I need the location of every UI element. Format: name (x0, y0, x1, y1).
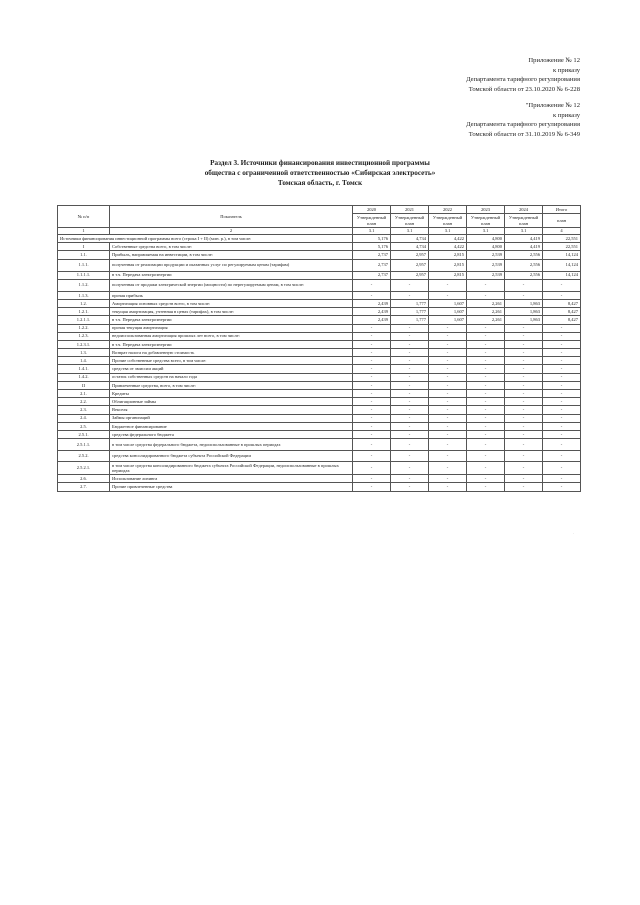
row-value: - (505, 381, 543, 389)
row-number: 2.6. (58, 475, 110, 483)
row-value: - (429, 365, 467, 373)
row-value: - (391, 279, 429, 291)
row-value: 4,734 (391, 235, 429, 243)
row-indicator: в т.ч. Передача электроэнергии (110, 340, 353, 348)
column-number: 2 (110, 228, 353, 235)
row-value: - (429, 483, 467, 491)
table-row (58, 324, 581, 332)
row-number: 1.2.3.1. (58, 340, 110, 348)
row-value: - (391, 324, 429, 332)
row-indicator: текущая амортизация, учтенная в ценах (тарифах), в том числе: (110, 308, 353, 316)
row-value: - (391, 462, 429, 475)
table-row (58, 251, 581, 259)
row-value: - (467, 414, 505, 422)
row-value: - (543, 451, 581, 462)
row-value: - (467, 483, 505, 491)
row-value: - (543, 390, 581, 398)
row-number: 2.3. (58, 406, 110, 414)
header-plan: Утвержденный план (429, 214, 467, 228)
header-total: Итого (543, 206, 581, 214)
table-row (58, 279, 581, 291)
header-plan: Утвержденный план (391, 214, 429, 228)
row-value: - (429, 279, 467, 291)
table-row (58, 308, 581, 316)
row-value: - (467, 406, 505, 414)
header-plan: Утвержденный план (467, 214, 505, 228)
row-value: 14,124 (543, 251, 581, 259)
table-row (58, 475, 581, 483)
row-value: 5,176 (353, 235, 391, 243)
row-indicator: Использование лизинга (110, 475, 353, 483)
row-value: - (505, 373, 543, 381)
row-value: 14,124 (543, 259, 581, 271)
table-row (58, 259, 581, 271)
row-indicator: полученная от реализации продукции и оказанных услуг по регулируемым ценам (тарифам) (110, 259, 353, 271)
header-year: 2023 (467, 206, 505, 214)
row-indicator: средства от эмиссии акций (110, 365, 353, 373)
row-value: - (353, 414, 391, 422)
row-value: - (353, 381, 391, 389)
row-value: - (467, 430, 505, 438)
row-value: 2,539 (467, 251, 505, 259)
row-indicator: Собственные средства всего, в том числе: (110, 243, 353, 251)
row-value: - (505, 390, 543, 398)
row-value: - (429, 390, 467, 398)
row-value: - (505, 398, 543, 406)
row-indicator: Векселя (110, 406, 353, 414)
row-value: - (505, 430, 543, 438)
row-value: 2,556 (505, 259, 543, 271)
row-value: - (353, 430, 391, 438)
row-value: - (391, 398, 429, 406)
row-value: - (353, 451, 391, 462)
row-value: 14,124 (543, 271, 581, 279)
row-value: - (543, 340, 581, 348)
row-value: 2,815 (429, 251, 467, 259)
row-number: 2.5.2.1. (58, 462, 110, 475)
row-value: - (391, 451, 429, 462)
header-indicator: Показатель (110, 206, 353, 228)
row-value: 2,261 (467, 299, 505, 307)
row-value: - (543, 439, 581, 451)
row-value: - (391, 357, 429, 365)
column-number: 3.1 (505, 228, 543, 235)
row-value: - (505, 475, 543, 483)
row-indicator: в том числе средства федерального бюджета, недоиспользованные в прошлых периодах (110, 439, 353, 451)
row-value: - (429, 349, 467, 357)
table-row (58, 357, 581, 365)
row-value: - (429, 475, 467, 483)
table-row (58, 406, 581, 414)
row-value: 1,863 (505, 308, 543, 316)
row-value: - (353, 332, 391, 340)
row-number: 1.2.1.1. (58, 316, 110, 324)
appendix-line: Томской области от 23.10.2020 № 6-228 (468, 85, 580, 93)
row-value: - (467, 451, 505, 462)
row-value: - (429, 439, 467, 451)
row-value: 22,551 (543, 243, 581, 251)
row-value: - (543, 414, 581, 422)
table-row (58, 271, 581, 279)
row-number: II (58, 381, 110, 389)
row-value: - (543, 483, 581, 491)
row-value: - (353, 475, 391, 483)
appendix-line: к приказу (553, 111, 580, 119)
row-value: - (467, 439, 505, 451)
row-value: - (505, 324, 543, 332)
row-value: - (353, 340, 391, 348)
row-number: I (58, 243, 110, 251)
table-row (58, 390, 581, 398)
row-value: - (391, 414, 429, 422)
column-number: 3.1 (429, 228, 467, 235)
column-number: 3.1 (467, 228, 505, 235)
row-value: - (391, 373, 429, 381)
row-value: - (467, 349, 505, 357)
row-indicator: Облигационные займы (110, 398, 353, 406)
row-indicator: Займы организаций (110, 414, 353, 422)
row-number: 1.1.1. (58, 259, 110, 271)
row-value: - (429, 414, 467, 422)
row-value: - (543, 422, 581, 430)
row-value: - (391, 340, 429, 348)
row-value: - (429, 406, 467, 414)
header-year: 2021 (391, 206, 429, 214)
row-indicator: в том числе средства консолидированного бюджета субъекта Российской Федерации, недоиспользованные в прошлых периодах (110, 462, 353, 475)
row-value: 4,734 (391, 243, 429, 251)
row-number: 1.2. (58, 299, 110, 307)
row-value: 8,427 (543, 308, 581, 316)
column-number: 4 (543, 228, 581, 235)
table-row (58, 462, 581, 475)
row-value: - (543, 406, 581, 414)
row-value: 2,737 (353, 259, 391, 271)
row-value: - (543, 324, 581, 332)
row-value: - (505, 349, 543, 357)
header-plan: Утвержденный план (505, 214, 543, 228)
row-value: - (391, 430, 429, 438)
table-row (58, 398, 581, 406)
row-value: - (391, 439, 429, 451)
row-number: 2.5.1.1. (58, 439, 110, 451)
row-indicator: Привлеченные средства, всего, в том числе: (110, 381, 353, 389)
row-indicator: Амортизация основных средств всего, в том числе: (110, 299, 353, 307)
row-value: - (353, 349, 391, 357)
row-indicator: Кредиты (110, 390, 353, 398)
row-value: 2,539 (467, 271, 505, 279)
row-value: - (391, 475, 429, 483)
appendix-line: Департамента тарифного регулирования (466, 121, 580, 129)
row-value: 4,422 (429, 235, 467, 243)
row-value: - (391, 291, 429, 299)
table-row (58, 365, 581, 373)
table-body (58, 235, 581, 492)
row-value: 2,439 (353, 308, 391, 316)
row-value: - (543, 349, 581, 357)
row-value: - (353, 406, 391, 414)
row-value: 2,957 (391, 259, 429, 271)
row-value: 1,607 (429, 316, 467, 324)
row-indicator: в т.ч. Передача электроэнергии (110, 271, 353, 279)
row-value: - (429, 340, 467, 348)
row-value: - (467, 381, 505, 389)
row-value: - (505, 365, 543, 373)
table-row (58, 243, 581, 251)
row-value: 4,419 (505, 243, 543, 251)
row-value: - (467, 373, 505, 381)
header-plan-total: план (543, 214, 581, 228)
row-value: - (467, 422, 505, 430)
row-value: - (429, 332, 467, 340)
row-value: 2,556 (505, 271, 543, 279)
appendix-line: к приказу (553, 66, 580, 74)
row-value: - (429, 398, 467, 406)
table-row (58, 430, 581, 438)
row-value: - (505, 414, 543, 422)
row-number: 2.4. (58, 414, 110, 422)
row-indicator: Прибыль, направляемая на инвестиции, в том числе: (110, 251, 353, 259)
row-number: 1.2.1. (58, 308, 110, 316)
row-number: 1.2.2. (58, 324, 110, 332)
row-value: 2,539 (467, 259, 505, 271)
row-number: 2.1. (58, 390, 110, 398)
row-indicator: прочая текущая амортизация (110, 324, 353, 332)
row-value: - (467, 365, 505, 373)
title-line: Раздел 3. Источники финансирования инвестиционной программы (210, 159, 430, 167)
appendix-line: Приложение № 12 (528, 57, 580, 64)
table-row (58, 332, 581, 340)
row-value: 2,261 (467, 316, 505, 324)
header-year: 2022 (429, 206, 467, 214)
row-value: - (505, 422, 543, 430)
row-indicator: Источники финансирования инвестиционной программы всего (строка I + II) (млн. р.), в том числе: (58, 235, 353, 243)
row-value: - (391, 422, 429, 430)
row-value: - (543, 430, 581, 438)
table-row (58, 439, 581, 451)
row-value: - (505, 340, 543, 348)
row-value: - (391, 349, 429, 357)
row-value: - (467, 279, 505, 291)
row-indicator: Бюджетное финансирование (110, 422, 353, 430)
row-value: - (505, 462, 543, 475)
table-row (58, 373, 581, 381)
row-value: 2,815 (429, 271, 467, 279)
row-value: 2,737 (353, 271, 391, 279)
row-value: 2,556 (505, 251, 543, 259)
appendix-header-previous (466, 101, 580, 139)
table-row (58, 291, 581, 299)
row-value: 4,800 (467, 243, 505, 251)
table-row (58, 381, 581, 389)
table-row (58, 235, 581, 243)
row-indicator: средства консолидированного бюджета субъекта Российской Федерации (110, 451, 353, 462)
row-value: - (543, 373, 581, 381)
row-number: 1.1.2. (58, 279, 110, 291)
row-value: 2,957 (391, 251, 429, 259)
row-number: 1.2.3. (58, 332, 110, 340)
appendix-line: Томской области от 31.10.2019 № 6-349 (468, 130, 580, 138)
row-indicator: остаток собственных средств на начало года (110, 373, 353, 381)
row-value: - (429, 462, 467, 475)
row-number: 1.4.2. (58, 373, 110, 381)
row-indicator: прочая прибыль (110, 291, 353, 299)
row-number: 2.5. (58, 422, 110, 430)
row-value: - (467, 332, 505, 340)
row-value: - (429, 373, 467, 381)
row-value: - (467, 462, 505, 475)
row-value: 1,607 (429, 308, 467, 316)
column-number: 3.1 (353, 228, 391, 235)
row-value: - (353, 398, 391, 406)
row-value: - (391, 365, 429, 373)
row-number: 2.5.1. (58, 430, 110, 438)
row-value: 1,777 (391, 308, 429, 316)
row-value: - (353, 422, 391, 430)
row-indicator: в т.ч. Передача электроэнергии (110, 316, 353, 324)
row-value: - (391, 381, 429, 389)
row-value: - (429, 430, 467, 438)
row-value: 1,607 (429, 299, 467, 307)
row-value: - (505, 279, 543, 291)
row-value: - (467, 291, 505, 299)
row-value: - (429, 291, 467, 299)
appendix-header-current (466, 56, 580, 94)
header-num: № п/п (58, 206, 110, 228)
row-value: 2,439 (353, 299, 391, 307)
row-value: - (543, 462, 581, 475)
row-value: - (391, 332, 429, 340)
row-value: - (505, 439, 543, 451)
row-value: - (467, 324, 505, 332)
row-value: - (543, 381, 581, 389)
row-value: - (543, 357, 581, 365)
row-indicator: полученная от продажи электрической энергии (мощности) по нерегулируемым ценам, в том числе: (110, 279, 353, 291)
appendix-line: "Приложение № 12 (525, 102, 580, 109)
table-row (58, 349, 581, 357)
row-number: 1.3. (58, 349, 110, 357)
table-row (58, 340, 581, 348)
table-row (58, 422, 581, 430)
row-value: - (391, 483, 429, 491)
table-row (58, 451, 581, 462)
row-value: 2,439 (353, 316, 391, 324)
table-row (58, 299, 581, 307)
row-value: - (353, 439, 391, 451)
row-value: - (543, 279, 581, 291)
column-number: 3.1 (391, 228, 429, 235)
row-value: - (467, 357, 505, 365)
row-value: - (353, 365, 391, 373)
row-value: - (353, 291, 391, 299)
row-value: - (391, 390, 429, 398)
row-value: 1,863 (505, 299, 543, 307)
column-number: 1 (58, 228, 110, 235)
table-row (58, 316, 581, 324)
row-value: - (467, 475, 505, 483)
row-number: 1.1.3. (58, 291, 110, 299)
row-value: - (353, 483, 391, 491)
page-mark: . (573, 531, 574, 535)
row-value: - (505, 357, 543, 365)
row-value: 4,800 (467, 235, 505, 243)
row-value: 8,427 (543, 299, 581, 307)
title-line: общества с ограниченной ответственностью «Сибирская электросеть» (204, 168, 436, 177)
row-value: - (391, 406, 429, 414)
row-number: 2.2. (58, 398, 110, 406)
row-value: - (467, 398, 505, 406)
row-number: 1.4. (58, 357, 110, 365)
row-value: - (467, 390, 505, 398)
row-value: 2,957 (391, 271, 429, 279)
row-value: 2,261 (467, 308, 505, 316)
row-value: - (505, 451, 543, 462)
row-value: 4,422 (429, 243, 467, 251)
row-number: 1.4.1. (58, 365, 110, 373)
row-value: - (543, 365, 581, 373)
row-value: 1,777 (391, 316, 429, 324)
title-line: Томская область, г. Томск (277, 178, 363, 187)
row-value: - (543, 332, 581, 340)
row-value: 22,551 (543, 235, 581, 243)
row-value: - (353, 357, 391, 365)
row-value: - (505, 483, 543, 491)
appendix-line: Департамента тарифного регулирования (466, 76, 580, 84)
row-value: 5,176 (353, 243, 391, 251)
row-value: - (467, 340, 505, 348)
financing-sources-table (57, 205, 581, 492)
row-value: - (543, 398, 581, 406)
table-row (58, 414, 581, 422)
row-value: - (429, 451, 467, 462)
row-value: - (505, 332, 543, 340)
row-indicator: Прочие собственные средства всего, в том числе: (110, 357, 353, 365)
row-value: - (353, 390, 391, 398)
header-year: 2020 (353, 206, 391, 214)
row-value: 1,863 (505, 316, 543, 324)
row-value: - (429, 381, 467, 389)
row-number: 2.7. (58, 483, 110, 491)
row-value: 1,777 (391, 299, 429, 307)
row-indicator: недоиспользованная амортизация прошлых лет всего, в том числе: (110, 332, 353, 340)
row-number: 1.1.1.1. (58, 271, 110, 279)
row-indicator: Прочие привлеченные средства (110, 483, 353, 491)
row-value: - (353, 279, 391, 291)
row-value: 4,419 (505, 235, 543, 243)
row-value: 2,815 (429, 259, 467, 271)
row-value: 2,737 (353, 251, 391, 259)
row-value: - (353, 462, 391, 475)
row-value: - (429, 357, 467, 365)
row-value: 8,427 (543, 316, 581, 324)
row-value: - (543, 475, 581, 483)
row-value: - (353, 324, 391, 332)
header-year: 2024 (505, 206, 543, 214)
row-number: 2.5.2. (58, 451, 110, 462)
table-row (58, 483, 581, 491)
row-indicator: средства федерального бюджета (110, 430, 353, 438)
row-value: - (429, 324, 467, 332)
row-value: - (505, 406, 543, 414)
row-number: 1.1. (58, 251, 110, 259)
row-value: - (505, 291, 543, 299)
header-plan: Утвержденный план (353, 214, 391, 228)
row-value: - (543, 291, 581, 299)
row-value: - (353, 373, 391, 381)
section-title (60, 159, 580, 188)
row-value: - (429, 422, 467, 430)
row-indicator: Возврат налога на добавленную стоимость (110, 349, 353, 357)
